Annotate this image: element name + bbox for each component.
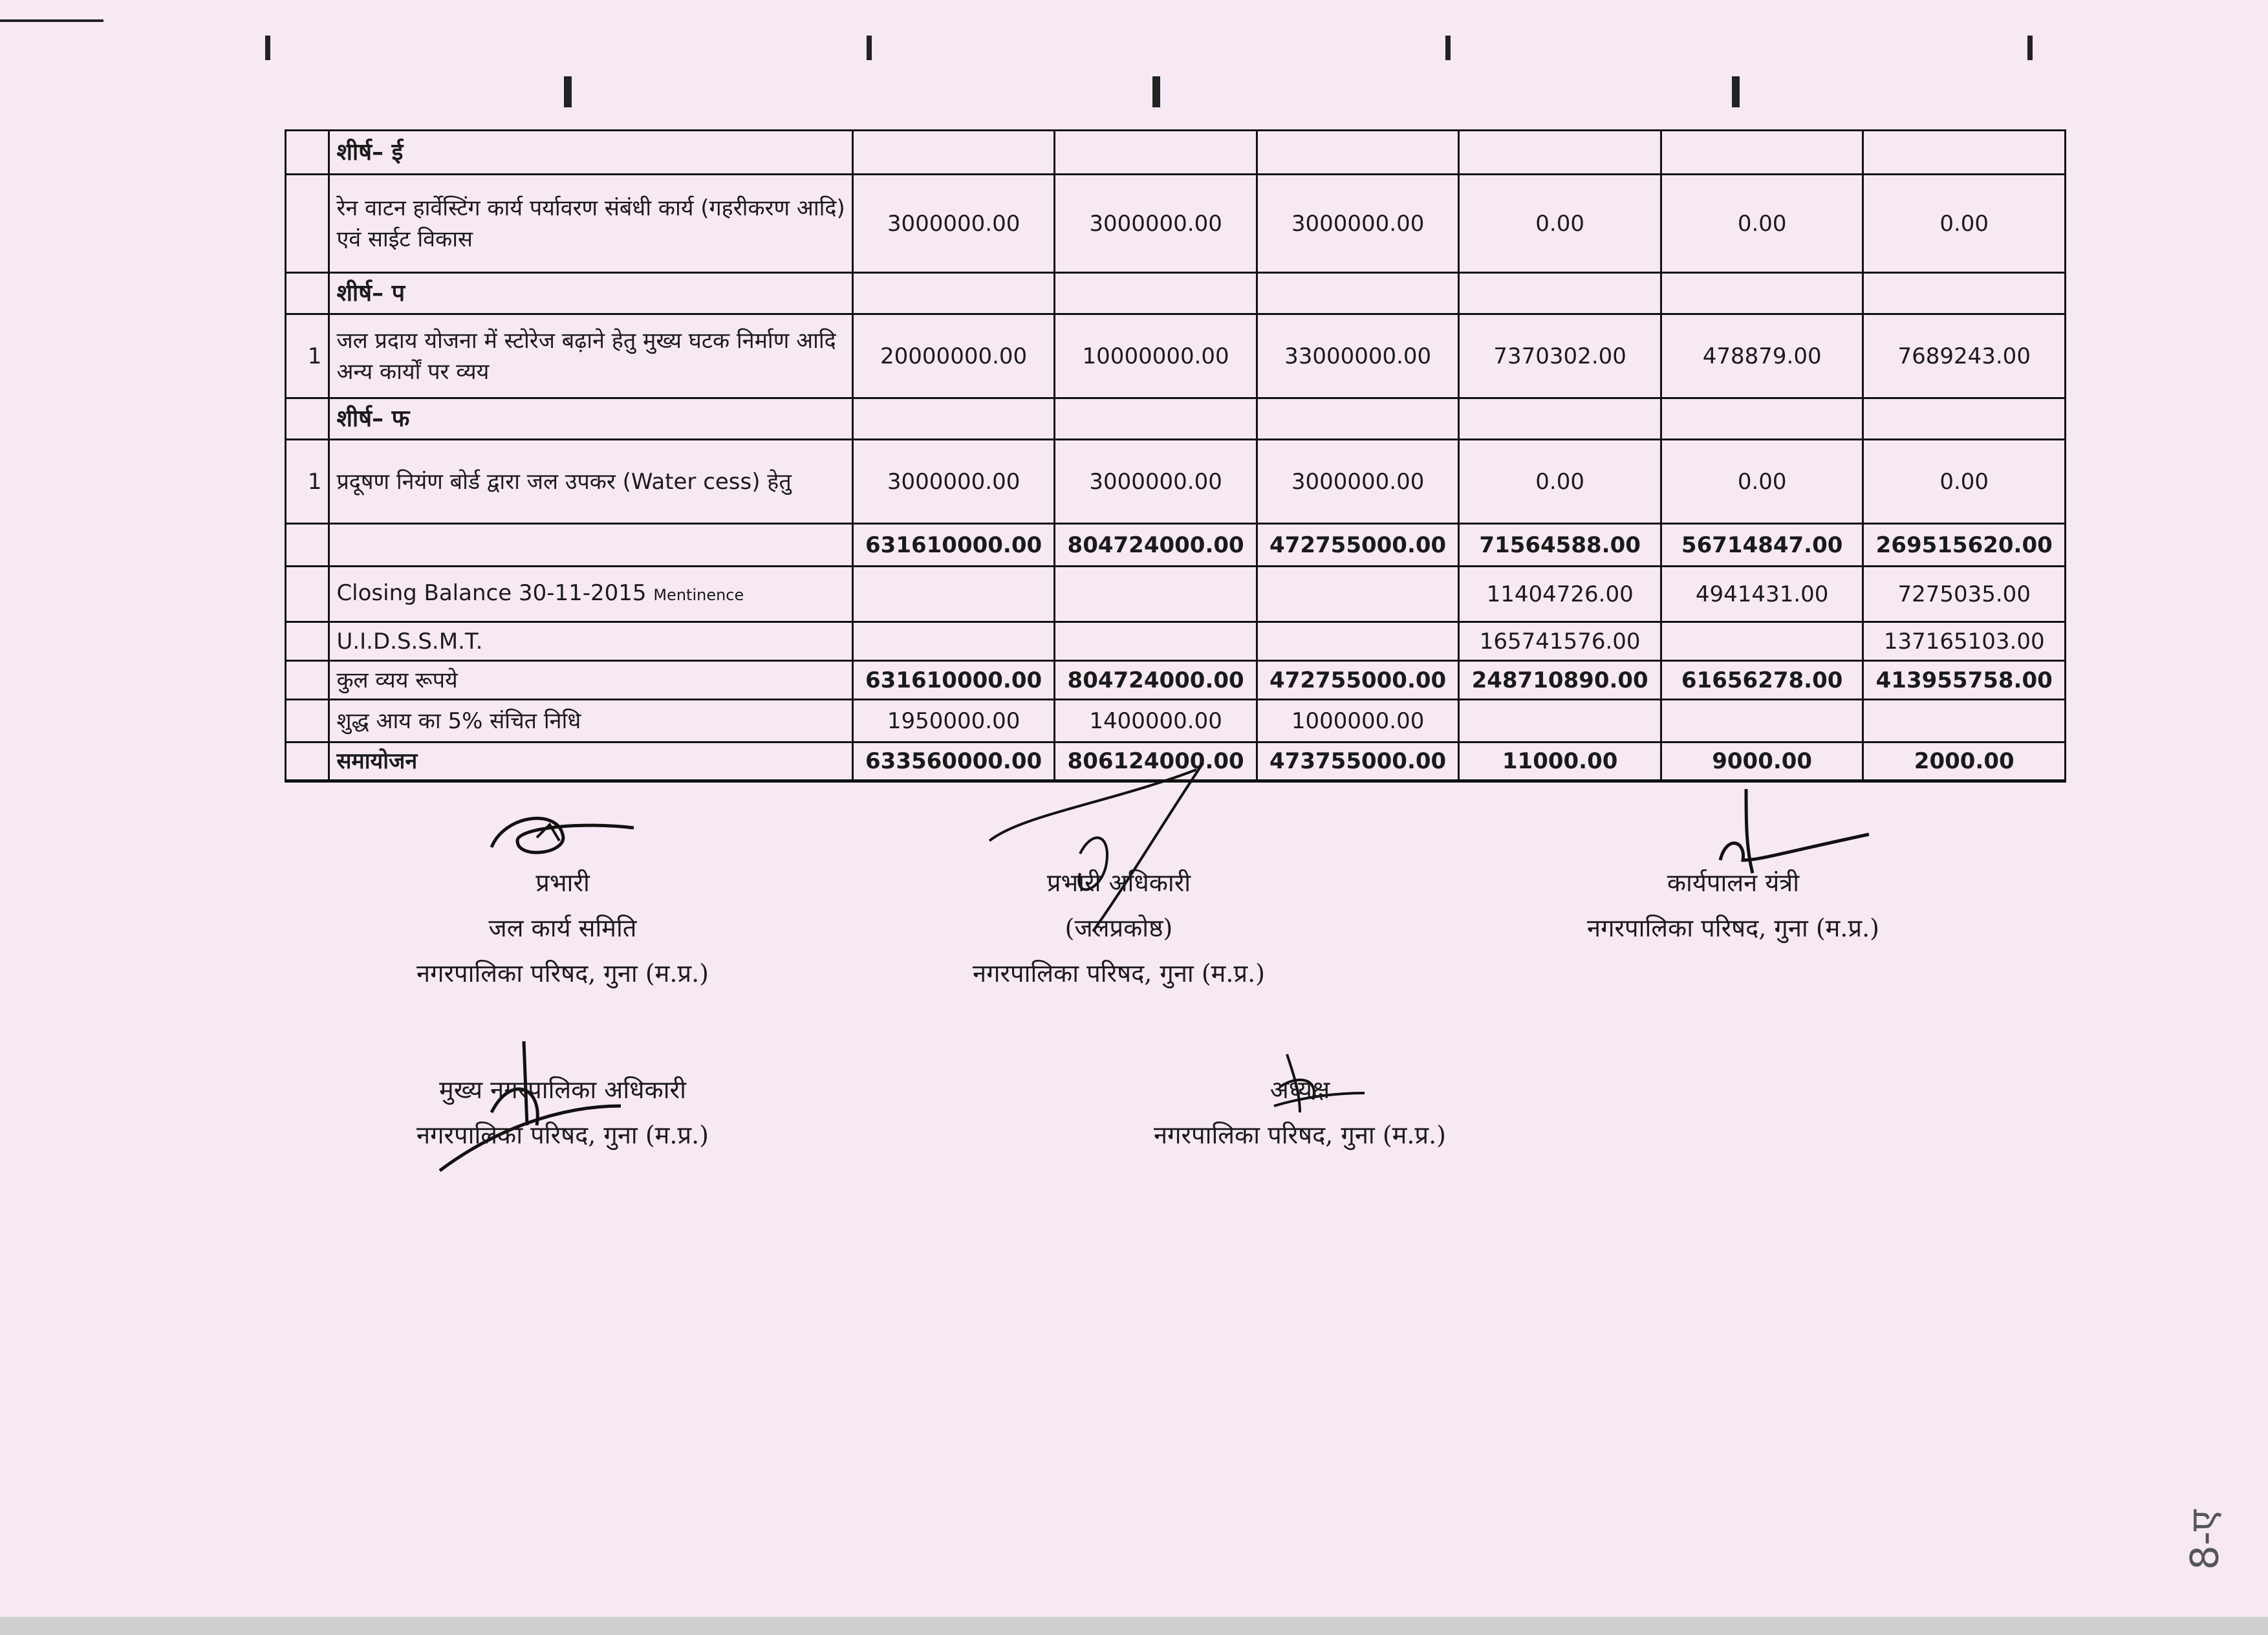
- page-number: 8-ए: [2182, 1510, 2228, 1570]
- signature-block-water-committee: [362, 860, 763, 996]
- value-cell: 804724000.00: [1055, 524, 1257, 567]
- value-cell: [1055, 131, 1257, 175]
- signatory-office: नगरपालिका परिषद, गुना (म.प्र.): [1154, 1121, 1446, 1149]
- value-cell: 1950000.00: [852, 700, 1055, 742]
- value-cell: 3000000.00: [852, 175, 1055, 273]
- serial-cell: [286, 567, 329, 622]
- serial-cell: [286, 742, 329, 781]
- value-cell: 11404726.00: [1459, 567, 1661, 622]
- closing-balance-label: Closing Balance 30-11-2015: [336, 580, 647, 606]
- value-cell: 631610000.00: [852, 524, 1055, 567]
- value-cell: 7370302.00: [1459, 314, 1661, 398]
- table-row: [286, 273, 2066, 314]
- signatory-title: मुख्य नगरपालिका अधिकारी: [439, 1076, 686, 1104]
- table-row: [286, 398, 2066, 440]
- serial-cell: [286, 661, 329, 700]
- table-row: [286, 622, 2066, 661]
- signatory-office: नगरपालिका परिषद, गुना (म.प्र.): [973, 959, 1265, 988]
- table-row: [286, 175, 2066, 273]
- serial-cell: [286, 175, 329, 273]
- signature-block-executive-engineer: [1526, 860, 1940, 951]
- scanner-edge: [0, 1617, 2268, 1635]
- value-cell: 0.00: [1661, 175, 1863, 273]
- value-cell: 806124000.00: [1055, 742, 1257, 781]
- description-cell: समायोजन: [329, 742, 852, 781]
- value-cell: 0.00: [1863, 175, 2066, 273]
- value-cell: 473755000.00: [1257, 742, 1459, 781]
- table-row: [286, 700, 2066, 742]
- table-row: [286, 440, 2066, 524]
- value-cell: [852, 622, 1055, 661]
- serial-cell: 1: [286, 314, 329, 398]
- binding-mark: [564, 76, 572, 107]
- binding-mark: [1445, 36, 1451, 60]
- value-cell: 2000.00: [1863, 742, 2066, 781]
- value-cell: [852, 273, 1055, 314]
- binding-mark: [2027, 36, 2033, 60]
- description-cell: जल प्रदाय योजना में स्टोरेज बढ़ाने हेतु मुख्य घटक निर्माण आदि अन्य कार्यों पर व्यय: [329, 314, 852, 398]
- value-cell: 478879.00: [1661, 314, 1863, 398]
- description-cell: रेन वाटन हार्वेस्टिंग कार्य पर्यावरण संबंधी कार्य (गहरीकरण आदि) एवं साईट विकास: [329, 175, 852, 273]
- value-cell: 7275035.00: [1863, 567, 2066, 622]
- description-cell: U.I.D.S.S.M.T.: [329, 622, 852, 661]
- value-cell: 71564588.00: [1459, 524, 1661, 567]
- value-cell: 7689243.00: [1863, 314, 2066, 398]
- value-cell: [1055, 273, 1257, 314]
- value-cell: 9000.00: [1661, 742, 1863, 781]
- value-cell: 3000000.00: [852, 440, 1055, 524]
- signatory-title: प्रभारी: [535, 869, 590, 897]
- value-cell: 4941431.00: [1661, 567, 1863, 622]
- serial-cell: [286, 131, 329, 175]
- signature-block-president: [1099, 1067, 1500, 1158]
- value-cell: 33000000.00: [1257, 314, 1459, 398]
- description-cell: शुद्ध आय का 5% संचित निधि: [329, 700, 852, 742]
- value-cell: 413955758.00: [1863, 661, 2066, 700]
- table-row: [286, 661, 2066, 700]
- value-cell: 631610000.00: [852, 661, 1055, 700]
- serial-cell: [286, 700, 329, 742]
- value-cell: [1661, 131, 1863, 175]
- serial-cell: [286, 273, 329, 314]
- serial-cell: [286, 398, 329, 440]
- value-cell: [1459, 273, 1661, 314]
- budget-table: [285, 129, 2066, 783]
- value-cell: [852, 567, 1055, 622]
- value-cell: 804724000.00: [1055, 661, 1257, 700]
- value-cell: [852, 131, 1055, 175]
- value-cell: [1661, 700, 1863, 742]
- value-cell: 20000000.00: [852, 314, 1055, 398]
- signatory-office: नगरपालिका परिषद, गुना (म.प्र.): [1587, 914, 1879, 942]
- value-cell: 56714847.00: [1661, 524, 1863, 567]
- value-cell: 3000000.00: [1257, 175, 1459, 273]
- value-cell: [1661, 398, 1863, 440]
- description-cell: [329, 524, 852, 567]
- value-cell: [1257, 131, 1459, 175]
- value-cell: [1863, 700, 2066, 742]
- value-cell: 633560000.00: [852, 742, 1055, 781]
- table-row: [286, 524, 2066, 567]
- value-cell: 137165103.00: [1863, 622, 2066, 661]
- value-cell: [1863, 273, 2066, 314]
- value-cell: [1661, 273, 1863, 314]
- value-cell: 472755000.00: [1257, 661, 1459, 700]
- maintenance-label: Mentinence: [653, 586, 744, 604]
- signatory-office: नगरपालिका परिषद, गुना (म.प्र.): [416, 959, 709, 988]
- serial-cell: [286, 524, 329, 567]
- serial-cell: [286, 622, 329, 661]
- description-cell: शीर्ष– ई: [329, 131, 852, 175]
- value-cell: [1055, 398, 1257, 440]
- value-cell: [1055, 567, 1257, 622]
- table-row: [286, 314, 2066, 398]
- value-cell: [1863, 131, 2066, 175]
- description-cell: प्रदूषण नियंण बोर्ड द्वारा जल उपकर (Water cess) हेतु: [329, 440, 852, 524]
- signature-block-cmo: [362, 1067, 763, 1158]
- signatory-title: प्रभारी अधिकारी: [1046, 869, 1191, 897]
- value-cell: 11000.00: [1459, 742, 1661, 781]
- binding-mark: [1732, 76, 1740, 107]
- value-cell: 3000000.00: [1257, 440, 1459, 524]
- binding-mark: [265, 36, 270, 60]
- signature-block-officer: [918, 860, 1319, 996]
- value-cell: 10000000.00: [1055, 314, 1257, 398]
- description-cell: [329, 567, 852, 622]
- value-cell: [852, 398, 1055, 440]
- serial-cell: 1: [286, 440, 329, 524]
- signatory-dept: जल कार्य समिति: [488, 914, 637, 942]
- signatory-title: कार्यपालन यंत्री: [1667, 869, 1800, 897]
- value-cell: 1000000.00: [1257, 700, 1459, 742]
- value-cell: 165741576.00: [1459, 622, 1661, 661]
- value-cell: 248710890.00: [1459, 661, 1661, 700]
- signatory-office: नगरपालिका परिषद, गुना (म.प्र.): [416, 1121, 709, 1149]
- value-cell: 61656278.00: [1661, 661, 1863, 700]
- value-cell: [1459, 700, 1661, 742]
- value-cell: 3000000.00: [1055, 440, 1257, 524]
- value-cell: 0.00: [1459, 175, 1661, 273]
- value-cell: [1257, 273, 1459, 314]
- value-cell: 0.00: [1661, 440, 1863, 524]
- table-row: [286, 567, 2066, 622]
- binding-mark: [1152, 76, 1160, 107]
- binding-mark: [867, 36, 872, 60]
- top-edge-mark: [0, 19, 103, 22]
- value-cell: [1257, 567, 1459, 622]
- value-cell: [1055, 622, 1257, 661]
- value-cell: 1400000.00: [1055, 700, 1257, 742]
- value-cell: 0.00: [1863, 440, 2066, 524]
- description-cell: कुल व्यय रूपये: [329, 661, 852, 700]
- signatory-dept: (जलप्रकोष्ठ): [1064, 914, 1173, 942]
- signatory-title: अध्यक्ष: [1269, 1076, 1330, 1104]
- table-row: [286, 131, 2066, 175]
- value-cell: [1459, 398, 1661, 440]
- value-cell: 269515620.00: [1863, 524, 2066, 567]
- value-cell: [1459, 131, 1661, 175]
- value-cell: [1863, 398, 2066, 440]
- value-cell: [1257, 398, 1459, 440]
- value-cell: [1661, 622, 1863, 661]
- value-cell: 3000000.00: [1055, 175, 1257, 273]
- value-cell: 0.00: [1459, 440, 1661, 524]
- description-cell: शीर्ष– प: [329, 273, 852, 314]
- value-cell: [1257, 622, 1459, 661]
- value-cell: 472755000.00: [1257, 524, 1459, 567]
- description-cell: शीर्ष– फ: [329, 398, 852, 440]
